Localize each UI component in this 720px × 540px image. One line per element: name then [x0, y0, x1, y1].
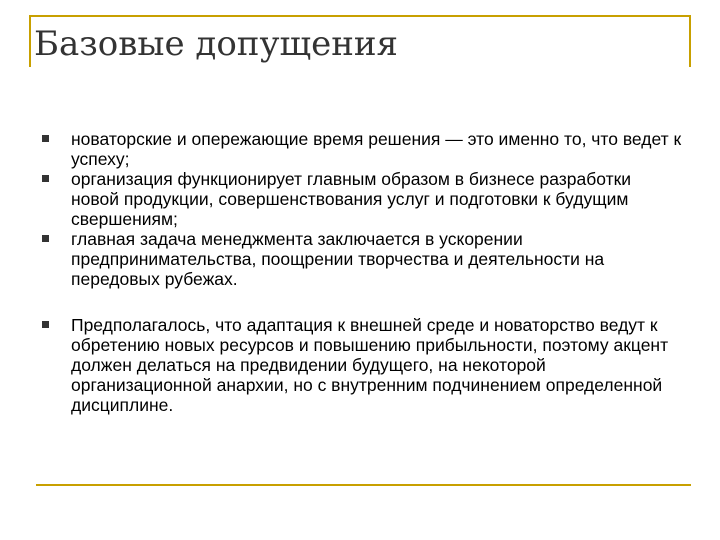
frame-left-line	[29, 15, 31, 67]
bullet-text: Предполагалось, что адаптация к внешней среде и новаторство ведут к обретению новых ресурсов и повышению прибыльности, поэтому акцент должен делаться на предвидении будущего, на некоторой организационной анархии, но с внутренним подчинением определенной дисциплине.	[71, 315, 669, 415]
square-bullet-icon	[42, 235, 49, 242]
frame-bottom-line	[36, 484, 691, 486]
square-bullet-icon	[42, 135, 49, 142]
frame-right-line	[689, 15, 691, 67]
square-bullet-icon	[42, 175, 49, 182]
bullet-text: главная задача менеджмента заключается в ускорении предпринимательства, поощрении творчества и деятельности на передовых рубежах.	[71, 229, 605, 289]
bullet-item	[42, 129, 682, 169]
bullet-item	[42, 169, 682, 229]
bullet-text: организация функционирует главным образом в бизнесе разработки новой продукции, совершенствования услуг и подготовки к будущим свершениям;	[71, 169, 632, 229]
square-bullet-icon	[42, 321, 49, 328]
bullet-item	[42, 315, 682, 415]
bullet-list	[42, 129, 682, 415]
bullet-text: новаторские и опережающие время решения — это именно то, что ведет к успеху;	[71, 129, 682, 169]
bullet-item	[42, 229, 682, 289]
frame-top-line	[29, 15, 691, 17]
slide-title: Базовые допущения	[34, 24, 398, 64]
